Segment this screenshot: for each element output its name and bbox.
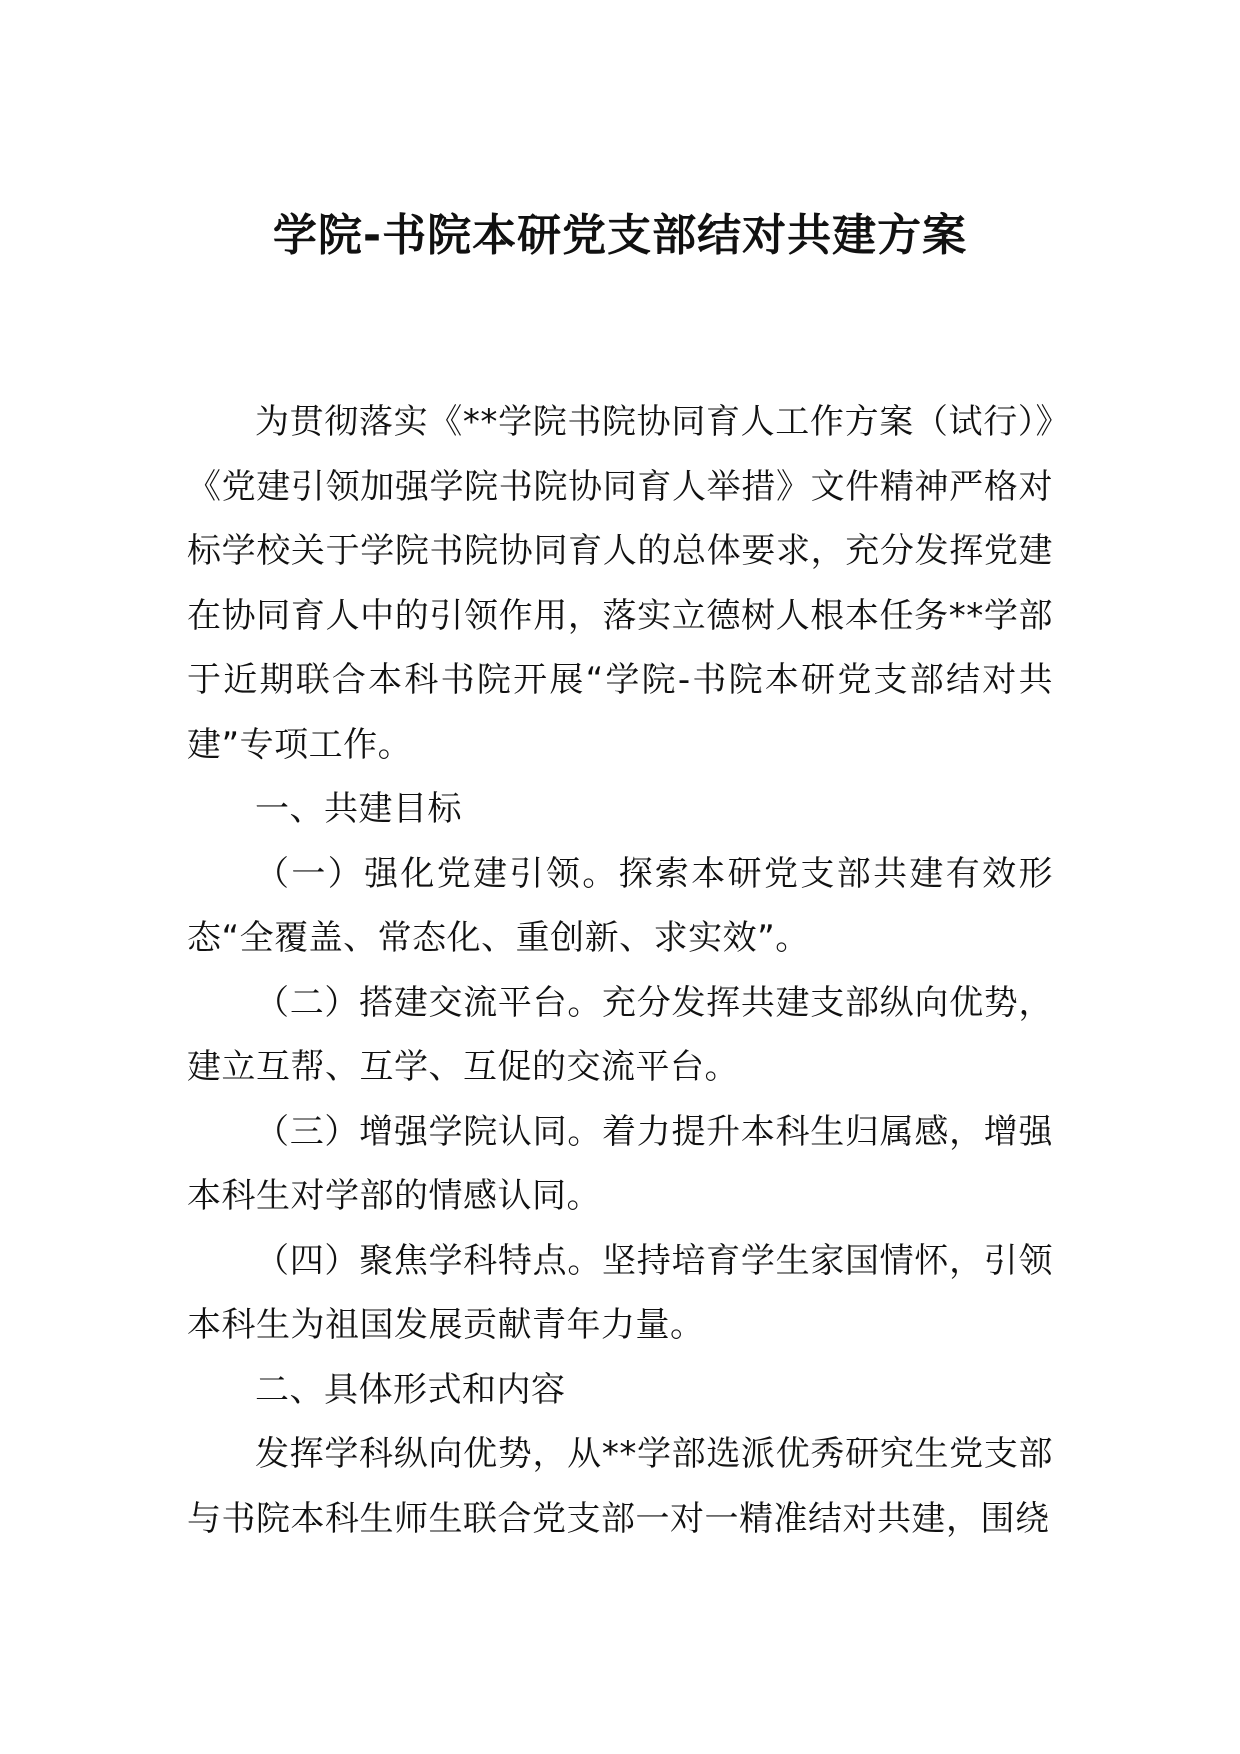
intro-paragraph: 为贯彻落实《**学院书院协同育人工作方案（试行）》《党建引领加强学院书院协同育人举措》文件精神严格对标学校关于学院书院协同育人的总体要求，充分发挥党建在协同育人中的引领作用，落实立德树人根本任务**学部于近期联合本科书院开展“学院-书院本研党支部结对共建”专项工作。 [187,402,1053,765]
goal-item-4: （四）聚焦学科特点。坚持培育学生家国情怀，引领本科生为祖国发展贡献青年力量。 [187,1240,1053,1345]
document-body [187,390,1053,1551]
section-heading-content: 二、具体形式和内容 [255,1369,566,1410]
goal-item-1: （一）强化党建引领。探索本研党支部共建有效形态“全覆盖、常态化、重创新、求实效”。 [187,853,1053,958]
goal-item-3: （三）增强学院认同。着力提升本科生归属感，增强本科生对学部的情感认同。 [187,1111,1053,1216]
document-title: 学院-书院本研党支部结对共建方案 [272,210,968,261]
content-paragraph: 发挥学科纵向优势，从**学部选派优秀研究生党支部与书院本科生师生联合党支部一对一精准结对共建，围绕 [187,1434,1053,1539]
section-heading-goals: 一、共建目标 [255,789,462,829]
goal-item-2: （二）搭建交流平台。充分发挥共建支部纵向优势，建立互帮、互学、互促的交流平台。 [187,982,1053,1087]
